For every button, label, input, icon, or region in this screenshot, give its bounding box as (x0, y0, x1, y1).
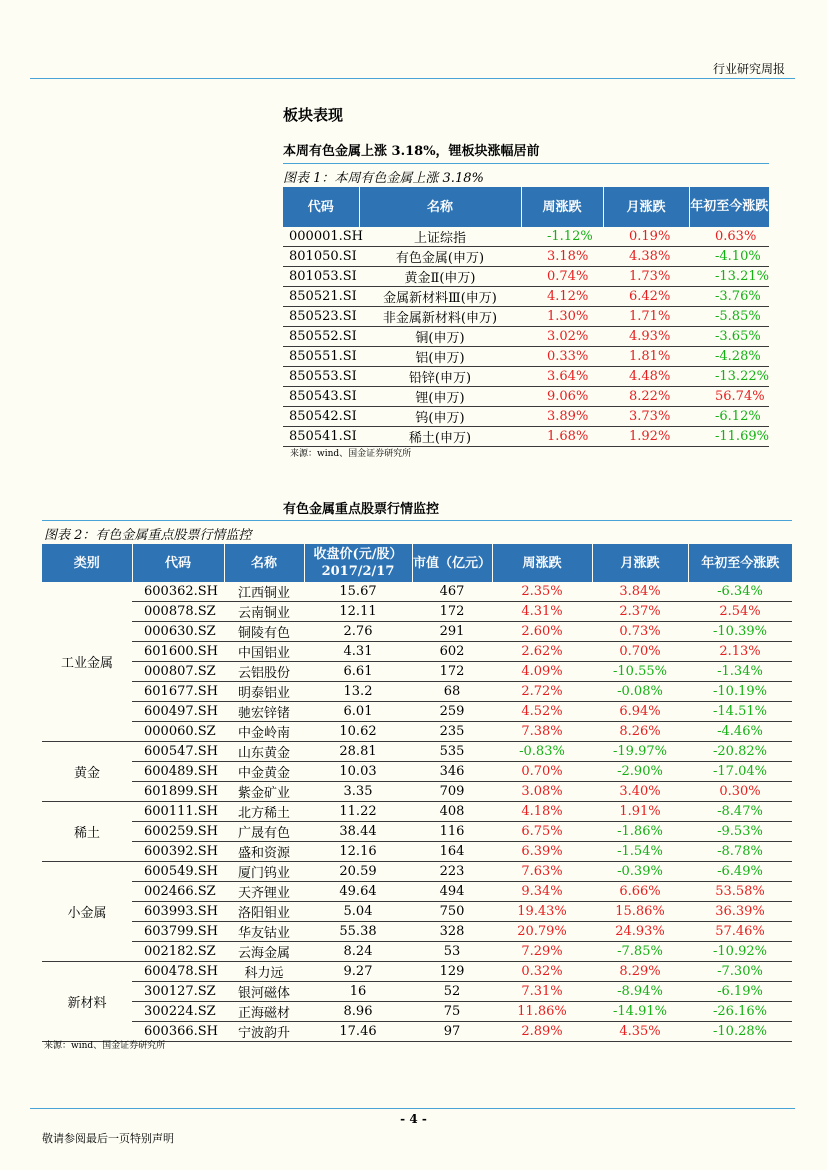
table-row (42, 602, 792, 622)
cell-code: 600549.SH (132, 862, 224, 882)
cell-code: 600547.SH (132, 742, 224, 762)
table2-title-rule (42, 520, 792, 521)
cell-code: 000807.SZ (132, 662, 224, 682)
table-row (283, 367, 769, 387)
table-row (42, 662, 792, 682)
cell-ytd: -10.28% (688, 1022, 792, 1042)
cell-close: 4.31 (304, 642, 412, 662)
cell-close: 38.44 (304, 822, 412, 842)
cell-close: 55.38 (304, 922, 412, 942)
cell-code: 801050.SI (283, 247, 359, 267)
cell-week: 3.02% (521, 327, 603, 347)
cell-week: 1.30% (521, 307, 603, 327)
cell-close: 49.64 (304, 882, 412, 902)
col-month: 月涨跌 (603, 187, 689, 227)
cell-ytd: -11.69% (689, 427, 769, 447)
cell-code: 603799.SH (132, 922, 224, 942)
col-close-label: 收盘价(元/股） (313, 547, 403, 562)
cell-month: 0.70% (592, 642, 688, 662)
cell-name: 明泰铝业 (224, 682, 304, 702)
col-category: 类别 (42, 544, 132, 582)
table2-title: 有色金属重点股票行情监控 (283, 502, 440, 517)
cell-month: -19.97% (592, 742, 688, 762)
cell-month: 15.86% (592, 902, 688, 922)
cell-code: 600366.SH (132, 1022, 224, 1042)
cell-code: 601677.SH (132, 682, 224, 702)
cell-mktcap: 235 (412, 722, 492, 742)
cell-ytd: -6.19% (688, 982, 792, 1002)
cell-month: 8.26% (592, 722, 688, 742)
cell-code: 850552.SI (283, 327, 359, 347)
cell-mktcap: 467 (412, 582, 492, 602)
cell-week: 6.39% (492, 842, 592, 862)
cell-ytd: -17.04% (688, 762, 792, 782)
cell-name: 铜(申万) (359, 327, 521, 347)
cell-code: 850541.SI (283, 427, 359, 447)
cell-ytd: -4.46% (688, 722, 792, 742)
cell-week: 2.60% (492, 622, 592, 642)
cell-week: 1.68% (521, 427, 603, 447)
cell-week: -1.12% (521, 227, 603, 247)
cell-code: 300127.SZ (132, 982, 224, 1002)
cell-ytd: 2.13% (688, 642, 792, 662)
cell-month: 0.73% (592, 622, 688, 642)
cell-month: -2.90% (592, 762, 688, 782)
cell-code: 600497.SH (132, 702, 224, 722)
table2-caption: 图表 2：有色金属重点股票行情监控 (44, 528, 252, 543)
cell-name: 非金属新材料(申万) (359, 307, 521, 327)
cell-month: 4.48% (603, 367, 689, 387)
cell-month: -0.39% (592, 862, 688, 882)
page-number: - 4 - (400, 1112, 427, 1126)
table-row (42, 702, 792, 722)
col-close-date: 2017/2/17 (321, 564, 395, 579)
cell-ytd: -5.85% (689, 307, 769, 327)
table-row (283, 427, 769, 447)
cell-month: -10.55% (592, 662, 688, 682)
cell-week: -0.83% (492, 742, 592, 762)
cell-month: 3.73% (603, 407, 689, 427)
cell-ytd: -1.34% (688, 662, 792, 682)
col-week: 周涨跌 (521, 187, 603, 227)
cell-month: 6.66% (592, 882, 688, 902)
cell-name: 有色金属(申万) (359, 247, 521, 267)
table-row (42, 582, 792, 602)
cell-code: 850551.SI (283, 347, 359, 367)
cell-month: 1.92% (603, 427, 689, 447)
cell-name: 铝(申万) (359, 347, 521, 367)
cell-code: 000878.SZ (132, 602, 224, 622)
cell-mktcap: 328 (412, 922, 492, 942)
cell-close: 10.62 (304, 722, 412, 742)
cell-close: 6.01 (304, 702, 412, 722)
cell-month: 2.37% (592, 602, 688, 622)
cell-ytd: -7.30% (688, 962, 792, 982)
cell-name: 华友钴业 (224, 922, 304, 942)
cell-close: 10.03 (304, 762, 412, 782)
cell-ytd: -9.53% (688, 822, 792, 842)
cell-week: 0.32% (492, 962, 592, 982)
table-row (283, 267, 769, 287)
table-row (42, 822, 792, 842)
cell-close: 16 (304, 982, 412, 1002)
cell-name: 中国铝业 (224, 642, 304, 662)
cell-ytd: -10.92% (688, 942, 792, 962)
table-row (42, 1002, 792, 1022)
col-mktcap: 市值（亿元） (412, 544, 492, 582)
table-row (42, 762, 792, 782)
cell-name: 中金黄金 (224, 762, 304, 782)
subtitle-rule (283, 163, 769, 164)
cell-week: 19.43% (492, 902, 592, 922)
cell-week: 2.72% (492, 682, 592, 702)
cell-name: 云南铜业 (224, 602, 304, 622)
cell-code: 600489.SH (132, 762, 224, 782)
cell-week: 9.06% (521, 387, 603, 407)
cell-month: 0.19% (603, 227, 689, 247)
cell-name: 云铝股份 (224, 662, 304, 682)
cell-name: 广晟有色 (224, 822, 304, 842)
cell-week: 0.33% (521, 347, 603, 367)
table-row (283, 307, 769, 327)
cell-close: 13.2 (304, 682, 412, 702)
table1-caption: 图表 1：本周有色金属上涨 3.18% (283, 171, 484, 186)
cell-mktcap: 97 (412, 1022, 492, 1042)
cell-code: 600478.SH (132, 962, 224, 982)
cell-code: 600362.SH (132, 582, 224, 602)
cell-ytd: -3.65% (689, 327, 769, 347)
cell-name: 宁波韵升 (224, 1022, 304, 1042)
cell-mktcap: 172 (412, 662, 492, 682)
disclaimer-note: 敬请参阅最后一页特别声明 (42, 1132, 174, 1145)
cell-ytd: -8.78% (688, 842, 792, 862)
cell-week: 0.70% (492, 762, 592, 782)
table-row (42, 982, 792, 1002)
cell-month: -7.85% (592, 942, 688, 962)
stock-monitor-table (42, 544, 792, 1042)
cell-week: 7.31% (492, 982, 592, 1002)
table-row (42, 882, 792, 902)
col-name: 名称 (359, 187, 521, 227)
cell-ytd: -6.34% (688, 582, 792, 602)
cell-name: 江西铜业 (224, 582, 304, 602)
col-code: 代码 (132, 544, 224, 582)
cell-name: 正海磁材 (224, 1002, 304, 1022)
cell-close: 9.27 (304, 962, 412, 982)
cell-name: 洛阳钼业 (224, 902, 304, 922)
cell-ytd: -13.22% (689, 367, 769, 387)
table-row (283, 287, 769, 307)
section-title: 板块表现 (283, 106, 344, 124)
cell-mktcap: 494 (412, 882, 492, 902)
col-ytd: 年初至今涨跌 (688, 544, 792, 582)
cell-name: 紫金矿业 (224, 782, 304, 802)
col-month: 月涨跌 (592, 544, 688, 582)
table-row (283, 247, 769, 267)
cell-month: 8.22% (603, 387, 689, 407)
cell-code: 600392.SH (132, 842, 224, 862)
cell-ytd: -20.82% (688, 742, 792, 762)
section-subtitle: 本周有色金属上涨 3.18%，锂板块涨幅居前 (283, 144, 540, 159)
cell-code: 603993.SH (132, 902, 224, 922)
report-type-label: 行业研究周报 (712, 62, 785, 76)
table-row (42, 642, 792, 662)
table-row (42, 962, 792, 982)
col-ytd: 年初至今涨跌 (689, 187, 769, 227)
cell-code: 300224.SZ (132, 1002, 224, 1022)
cell-month: 3.84% (592, 582, 688, 602)
header-rule (30, 78, 795, 79)
cell-code: 850553.SI (283, 367, 359, 387)
table-row (42, 842, 792, 862)
cell-close: 8.96 (304, 1002, 412, 1022)
cell-mktcap: 535 (412, 742, 492, 762)
cell-ytd: -26.16% (688, 1002, 792, 1022)
cell-close: 6.61 (304, 662, 412, 682)
cell-ytd: -10.19% (688, 682, 792, 702)
footer-rule (30, 1108, 795, 1109)
cell-close: 5.04 (304, 902, 412, 922)
cell-name: 科力远 (224, 962, 304, 982)
cell-mktcap: 223 (412, 862, 492, 882)
cell-week: 3.89% (521, 407, 603, 427)
cell-name: 银河磁体 (224, 982, 304, 1002)
cell-month: -0.08% (592, 682, 688, 702)
cell-name: 上证综指 (359, 227, 521, 247)
cell-code: 002466.SZ (132, 882, 224, 902)
cell-name: 云海金属 (224, 942, 304, 962)
cell-mktcap: 53 (412, 942, 492, 962)
col-week: 周涨跌 (492, 544, 592, 582)
cell-code: 850523.SI (283, 307, 359, 327)
cell-ytd: -8.47% (688, 802, 792, 822)
cell-month: 1.71% (603, 307, 689, 327)
cell-mktcap: 164 (412, 842, 492, 862)
cell-week: 20.79% (492, 922, 592, 942)
table-row (42, 722, 792, 742)
cell-week: 6.75% (492, 822, 592, 842)
table-row (42, 922, 792, 942)
table-row (42, 942, 792, 962)
cell-month: -8.94% (592, 982, 688, 1002)
cell-week: 4.52% (492, 702, 592, 722)
cell-month: -14.91% (592, 1002, 688, 1022)
cell-close: 3.35 (304, 782, 412, 802)
cell-week: 9.34% (492, 882, 592, 902)
cell-close: 2.76 (304, 622, 412, 642)
cell-month: 4.35% (592, 1022, 688, 1042)
table-row (283, 227, 769, 247)
cell-ytd: -14.51% (688, 702, 792, 722)
cell-code: 000060.SZ (132, 722, 224, 742)
cell-week: 3.18% (521, 247, 603, 267)
table-row (42, 622, 792, 642)
cell-month: 8.29% (592, 962, 688, 982)
cell-ytd: 53.58% (688, 882, 792, 902)
table-row (42, 682, 792, 702)
col-close (304, 544, 412, 582)
cell-name: 厦门钨业 (224, 862, 304, 882)
cell-month: 4.93% (603, 327, 689, 347)
cell-month: 3.40% (592, 782, 688, 802)
table-row (42, 782, 792, 802)
cell-month: -1.54% (592, 842, 688, 862)
cell-close: 20.59 (304, 862, 412, 882)
cell-name: 山东黄金 (224, 742, 304, 762)
cell-week: 7.29% (492, 942, 592, 962)
table-row (42, 862, 792, 882)
cell-ytd: 0.63% (689, 227, 769, 247)
cell-month: 1.81% (603, 347, 689, 367)
cell-mktcap: 750 (412, 902, 492, 922)
cell-week: 4.09% (492, 662, 592, 682)
cell-mktcap: 129 (412, 962, 492, 982)
cell-mktcap: 408 (412, 802, 492, 822)
cell-week: 4.12% (521, 287, 603, 307)
cell-code: 600259.SH (132, 822, 224, 842)
cell-mktcap: 259 (412, 702, 492, 722)
cell-name: 盛和资源 (224, 842, 304, 862)
cell-ytd: 57.46% (688, 922, 792, 942)
cell-name: 北方稀土 (224, 802, 304, 822)
cell-month: 1.91% (592, 802, 688, 822)
category-cell: 小金属 (42, 862, 132, 962)
cell-week: 2.89% (492, 1022, 592, 1042)
cell-ytd: 56.74% (689, 387, 769, 407)
cell-name: 驰宏锌锗 (224, 702, 304, 722)
cell-ytd: -4.10% (689, 247, 769, 267)
cell-month: 24.93% (592, 922, 688, 942)
cell-code: 600111.SH (132, 802, 224, 822)
cell-name: 锂(申万) (359, 387, 521, 407)
cell-close: 12.11 (304, 602, 412, 622)
cell-name: 天齐锂业 (224, 882, 304, 902)
cell-ytd: -6.49% (688, 862, 792, 882)
cell-week: 7.63% (492, 862, 592, 882)
cell-close: 15.67 (304, 582, 412, 602)
cell-month: 1.73% (603, 267, 689, 287)
cell-mktcap: 116 (412, 822, 492, 842)
cell-mktcap: 291 (412, 622, 492, 642)
cell-week: 7.38% (492, 722, 592, 742)
table2-source: 来源：wind、国金证券研究所 (44, 1041, 166, 1051)
cell-month: 6.94% (592, 702, 688, 722)
cell-mktcap: 75 (412, 1002, 492, 1022)
cell-ytd: 36.39% (688, 902, 792, 922)
cell-month: 4.38% (603, 247, 689, 267)
cell-ytd: -3.76% (689, 287, 769, 307)
cell-code: 801053.SI (283, 267, 359, 287)
cell-month: -1.86% (592, 822, 688, 842)
cell-ytd: 2.54% (688, 602, 792, 622)
sector-performance-table (283, 187, 769, 447)
table-row (42, 802, 792, 822)
category-cell: 新材料 (42, 962, 132, 1042)
cell-week: 3.64% (521, 367, 603, 387)
col-code: 代码 (283, 187, 359, 227)
cell-week: 0.74% (521, 267, 603, 287)
table-row (283, 387, 769, 407)
cell-ytd: -4.28% (689, 347, 769, 367)
col-name: 名称 (224, 544, 304, 582)
category-cell: 稀土 (42, 802, 132, 862)
table-row (283, 327, 769, 347)
cell-week: 2.62% (492, 642, 592, 662)
cell-mktcap: 172 (412, 602, 492, 622)
cell-code: 002182.SZ (132, 942, 224, 962)
cell-name: 钨(申万) (359, 407, 521, 427)
table-row (283, 407, 769, 427)
cell-mktcap: 346 (412, 762, 492, 782)
table-row (42, 742, 792, 762)
cell-mktcap: 709 (412, 782, 492, 802)
cell-ytd: -6.12% (689, 407, 769, 427)
cell-close: 12.16 (304, 842, 412, 862)
cell-ytd: -10.39% (688, 622, 792, 642)
cell-code: 850543.SI (283, 387, 359, 407)
cell-code: 000001.SH (283, 227, 359, 247)
cell-close: 8.24 (304, 942, 412, 962)
cell-mktcap: 68 (412, 682, 492, 702)
cell-code: 601899.SH (132, 782, 224, 802)
cell-week: 4.18% (492, 802, 592, 822)
cell-week: 2.35% (492, 582, 592, 602)
cell-name: 中金岭南 (224, 722, 304, 742)
cell-name: 铜陵有色 (224, 622, 304, 642)
cell-name: 黄金Ⅱ(申万) (359, 267, 521, 287)
cell-mktcap: 52 (412, 982, 492, 1002)
cell-ytd: -13.21% (689, 267, 769, 287)
cell-code: 601600.SH (132, 642, 224, 662)
cell-week: 11.86% (492, 1002, 592, 1022)
table-row (42, 902, 792, 922)
cell-close: 28.81 (304, 742, 412, 762)
cell-month: 6.42% (603, 287, 689, 307)
cell-close: 11.22 (304, 802, 412, 822)
cell-ytd: 0.30% (688, 782, 792, 802)
cell-code: 850542.SI (283, 407, 359, 427)
cell-name: 稀土(申万) (359, 427, 521, 447)
cell-close: 17.46 (304, 1022, 412, 1042)
cell-code: 850521.SI (283, 287, 359, 307)
table1-source: 来源：wind、国金证券研究所 (290, 449, 412, 459)
cell-name: 金属新材料Ⅲ(申万) (359, 287, 521, 307)
category-cell: 工业金属 (42, 582, 132, 742)
cell-week: 3.08% (492, 782, 592, 802)
cell-name: 铅锌(申万) (359, 367, 521, 387)
category-cell: 黄金 (42, 742, 132, 802)
cell-code: 000630.SZ (132, 622, 224, 642)
cell-mktcap: 602 (412, 642, 492, 662)
table-row (283, 347, 769, 367)
cell-week: 4.31% (492, 602, 592, 622)
